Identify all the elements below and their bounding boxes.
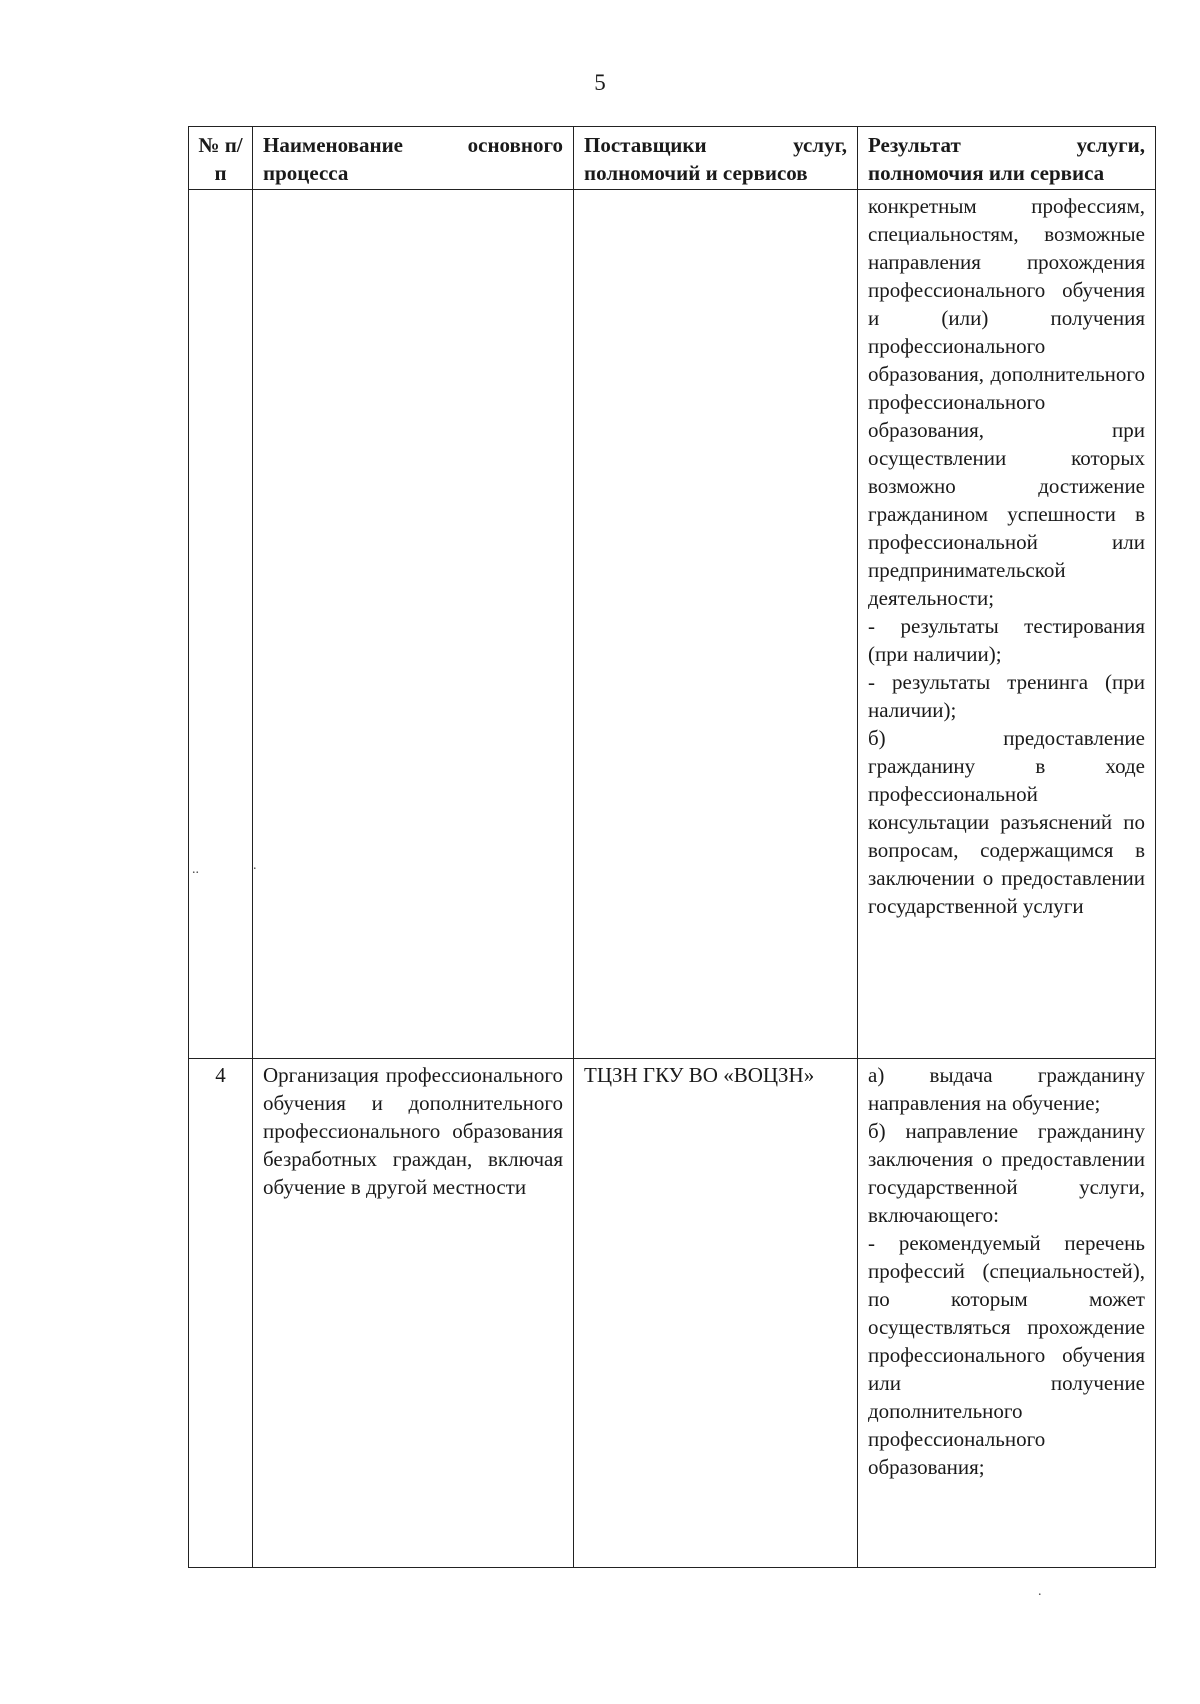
row-num-cell [189, 190, 253, 1059]
row-result-cell: а) выдача гражданину направления на обучение; б) направление гражданину заключения о предоставлении государственной услуги, включающего: - рекомендуемый перечень профессий (специальностей), по которым может осуществляться прохождение профессионального обучения или получение дополнительного профессионального образования; [858, 1059, 1156, 1568]
header-process: Наименование основного процесса [253, 127, 574, 190]
row-num-cell: 4 [189, 1059, 253, 1568]
scan-speck: .. [192, 862, 199, 877]
header-num: № п/п [189, 127, 253, 190]
process-table [188, 126, 1156, 1568]
page-number: 5 [594, 70, 606, 95]
header-providers: Поставщики услуг, полномочий и сервисов [574, 127, 858, 190]
row-process-cell [253, 190, 574, 1059]
table-row [189, 190, 1156, 1059]
header-result: Результат услуги, полномочия или сервиса [858, 127, 1156, 190]
table-header-row [189, 127, 1156, 190]
table-row [189, 1059, 1156, 1568]
row-process-cell: Организация профессионального обучения и дополнительного профессионального образования безработных граждан, включая обучение в другой местности [253, 1059, 574, 1568]
row-providers-cell [574, 190, 858, 1059]
row-providers-cell: ТЦЗН ГКУ ВО «ВОЦЗН» [574, 1059, 858, 1568]
scan-speck: . [253, 858, 257, 873]
row-result-cell: конкретным профессиям, специальностям, возможные направления прохождения профессионального обучения и (или) получения профессионального образования, дополнительного профессионального образования, при осуществлении которых возможно достижение гражданином успешности в профессиональной или предпринимательской деятельности; - результаты тестирования (при наличии); - результаты тренинга (при наличии); б) предоставление гражданину в ходе профессиональной консультации разъяснений по вопросам, содержащимся в заключении о предоставлении государственной услуги [858, 190, 1156, 1059]
scan-speck: . [1038, 1584, 1042, 1599]
